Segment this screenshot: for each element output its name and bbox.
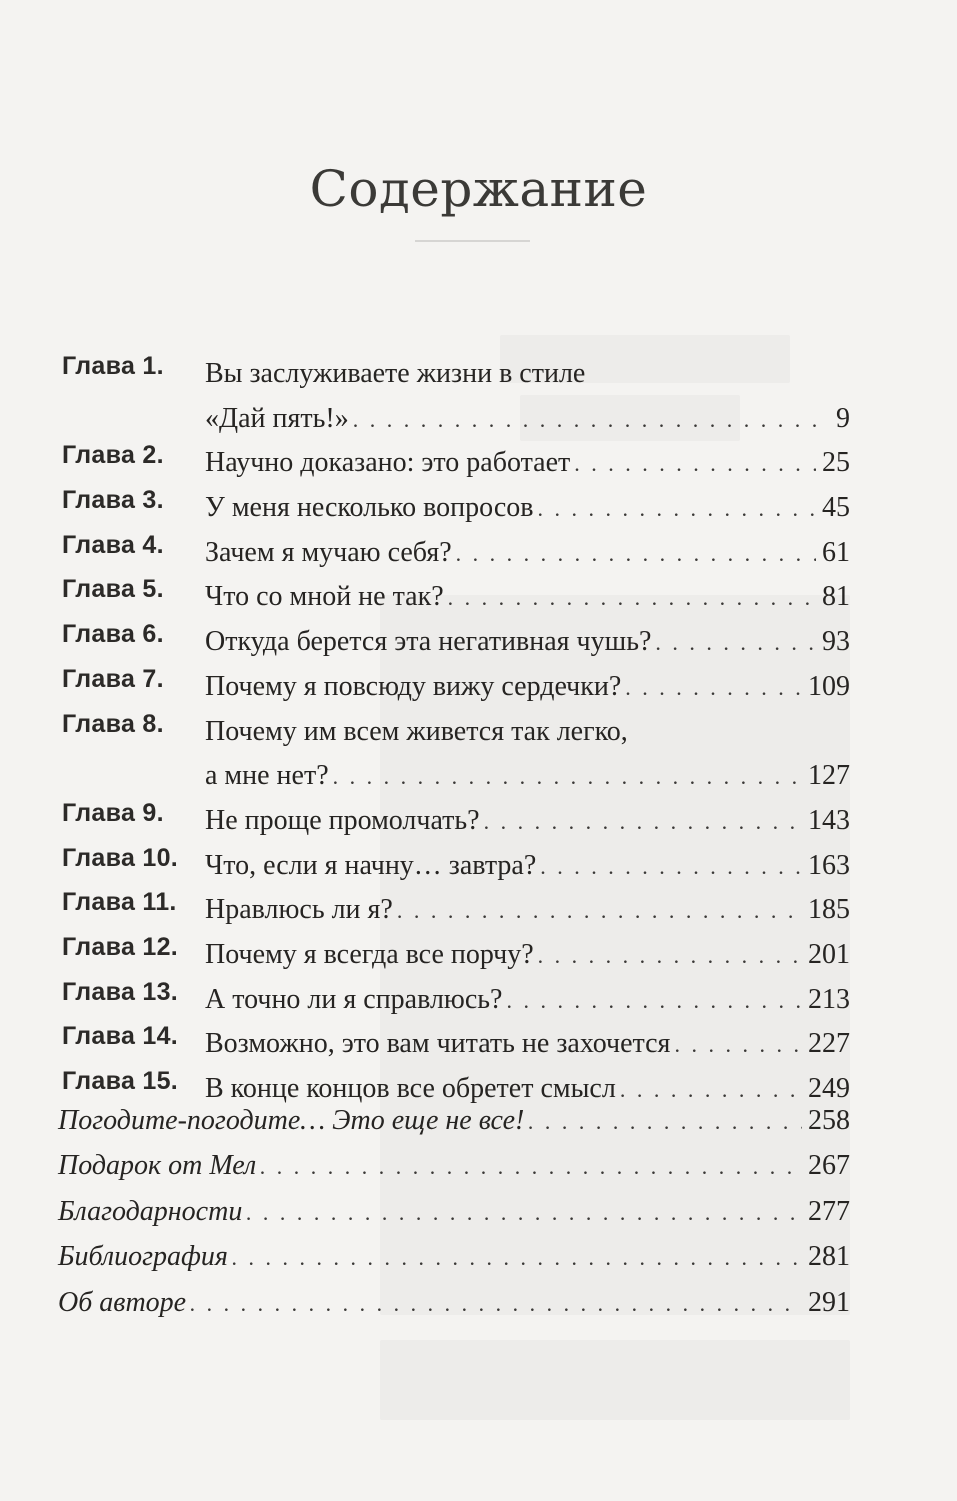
chapter-title: Откуда берется эта негативная чушь? bbox=[205, 626, 652, 658]
dot-leader bbox=[232, 1235, 802, 1280]
extra-title: Погодите-погодите… Это еще не все! bbox=[58, 1105, 525, 1136]
chapter-label: Глава 9. bbox=[62, 798, 164, 827]
toc-entry[interactable] bbox=[62, 620, 850, 665]
page-number: 201 bbox=[808, 938, 850, 970]
page-number: 25 bbox=[822, 447, 850, 479]
chapter-label: Глава 12. bbox=[62, 932, 179, 961]
page-number: 258 bbox=[808, 1105, 850, 1136]
toc-entry[interactable] bbox=[62, 799, 850, 844]
chapter-title: «Дай пять!» bbox=[205, 402, 349, 434]
chapter-label: Глава 3. bbox=[62, 486, 164, 515]
toc-extra-entry[interactable] bbox=[58, 1098, 850, 1143]
dot-leader bbox=[506, 979, 802, 1024]
chapter-label: Глава 8. bbox=[62, 709, 164, 738]
toc-extra-entry[interactable] bbox=[58, 1143, 850, 1188]
dot-leader bbox=[574, 442, 816, 487]
chapter-label: Глава 5. bbox=[62, 575, 164, 604]
chapter-label: Глава 4. bbox=[62, 530, 164, 559]
chapter-label: Глава 2. bbox=[62, 441, 164, 470]
toc-entry[interactable] bbox=[62, 888, 850, 933]
toc-extras bbox=[58, 1098, 850, 1325]
toc-entry[interactable] bbox=[62, 441, 850, 486]
dot-leader bbox=[625, 666, 802, 711]
title-rule bbox=[415, 240, 530, 242]
toc-entry[interactable] bbox=[62, 933, 850, 978]
page-number: 281 bbox=[808, 1241, 850, 1273]
dot-leader bbox=[484, 800, 802, 845]
chapter-label: Глава 14. bbox=[62, 1022, 179, 1051]
chapter-title: Нравлюсь ли я? bbox=[205, 894, 393, 926]
chapter-label: Глава 11. bbox=[62, 888, 177, 917]
chapter-title: Что со мной не так? bbox=[205, 581, 444, 613]
chapter-label: Глава 10. bbox=[62, 843, 179, 872]
chapter-title: Зачем я мучаю себя? bbox=[205, 536, 452, 568]
chapter-label: Глава 13. bbox=[62, 977, 179, 1006]
chapter-title: У меня несколько вопросов bbox=[205, 492, 534, 524]
chapter-title: Почему я повсюду вижу сердечки? bbox=[205, 670, 622, 702]
page-title: Содержание bbox=[309, 160, 648, 218]
extra-title: Подарок от Мел bbox=[58, 1150, 257, 1182]
chapter-label: Глава 6. bbox=[62, 620, 164, 649]
toc-entry[interactable] bbox=[62, 531, 850, 576]
toc-extra-entry[interactable] bbox=[58, 1189, 850, 1234]
chapter-title: Не проще промолчать? bbox=[205, 804, 480, 836]
extra-title: Благодарности bbox=[58, 1195, 243, 1227]
page-number: 143 bbox=[808, 804, 850, 836]
page-number: 9 bbox=[836, 402, 850, 434]
toc-entry[interactable] bbox=[62, 486, 850, 531]
chapter-title: Почему я всегда все порчу? bbox=[205, 938, 534, 970]
toc-entry[interactable] bbox=[62, 665, 850, 710]
dot-leader bbox=[260, 1144, 802, 1189]
dot-leader bbox=[528, 1099, 802, 1144]
chapter-title: Научно доказано: это работает bbox=[205, 447, 571, 479]
page-number: 227 bbox=[808, 1028, 850, 1060]
page-number: 93 bbox=[822, 626, 850, 658]
dot-leader bbox=[538, 934, 802, 979]
chapter-title: Вы заслуживаете жизни в стиле bbox=[205, 358, 586, 389]
toc-extra-entry[interactable] bbox=[58, 1234, 850, 1279]
page-number: 61 bbox=[822, 536, 850, 568]
page-number: 249 bbox=[808, 1073, 850, 1104]
chapter-label: Глава 7. bbox=[62, 664, 164, 693]
toc-entry[interactable] bbox=[62, 575, 850, 620]
chapter-label: Глава 15. bbox=[62, 1067, 179, 1095]
page-number: 213 bbox=[808, 983, 850, 1015]
page-number: 127 bbox=[808, 760, 850, 792]
toc-entry[interactable] bbox=[62, 978, 850, 1023]
page-number: 277 bbox=[808, 1195, 850, 1227]
chapter-title: В конце концов все обретет смысл bbox=[205, 1073, 616, 1104]
dot-leader bbox=[674, 1023, 802, 1068]
toc-extra-entry[interactable] bbox=[58, 1280, 850, 1325]
chapter-title: Возможно, это вам читать не захочется bbox=[205, 1028, 671, 1060]
toc-entry[interactable] bbox=[62, 710, 850, 799]
page-number: 267 bbox=[808, 1150, 850, 1182]
dot-leader bbox=[655, 621, 816, 666]
page-number: 291 bbox=[808, 1286, 850, 1318]
dot-leader bbox=[537, 487, 816, 532]
dot-leader bbox=[456, 532, 816, 577]
dot-leader bbox=[246, 1190, 802, 1235]
page-number: 81 bbox=[822, 581, 850, 613]
dot-leader bbox=[333, 755, 802, 800]
chapter-title: а мне нет? bbox=[205, 760, 329, 792]
dot-leader bbox=[540, 845, 802, 890]
toc-chapters bbox=[62, 352, 850, 1112]
page-number: 185 bbox=[808, 894, 850, 926]
dot-leader bbox=[353, 398, 830, 443]
page-number: 109 bbox=[808, 670, 850, 702]
chapter-label: Глава 1. bbox=[62, 352, 164, 380]
dot-leader bbox=[397, 889, 802, 934]
bleed-footer bbox=[380, 1340, 850, 1420]
extra-title: Об авторе bbox=[58, 1286, 187, 1318]
chapter-title: Что, если я начну… завтра? bbox=[205, 849, 537, 881]
dot-leader bbox=[190, 1281, 802, 1326]
toc-entry[interactable] bbox=[62, 844, 850, 889]
page-number: 45 bbox=[822, 492, 850, 524]
toc-entry[interactable] bbox=[62, 352, 850, 441]
dot-leader bbox=[448, 576, 816, 621]
chapter-title: А точно ли я справлюсь? bbox=[205, 983, 503, 1015]
page-number: 163 bbox=[808, 849, 850, 881]
extra-title: Библиография bbox=[58, 1241, 228, 1273]
chapter-title: Почему им всем живется так легко, bbox=[205, 715, 628, 747]
toc-entry[interactable] bbox=[62, 1022, 850, 1067]
